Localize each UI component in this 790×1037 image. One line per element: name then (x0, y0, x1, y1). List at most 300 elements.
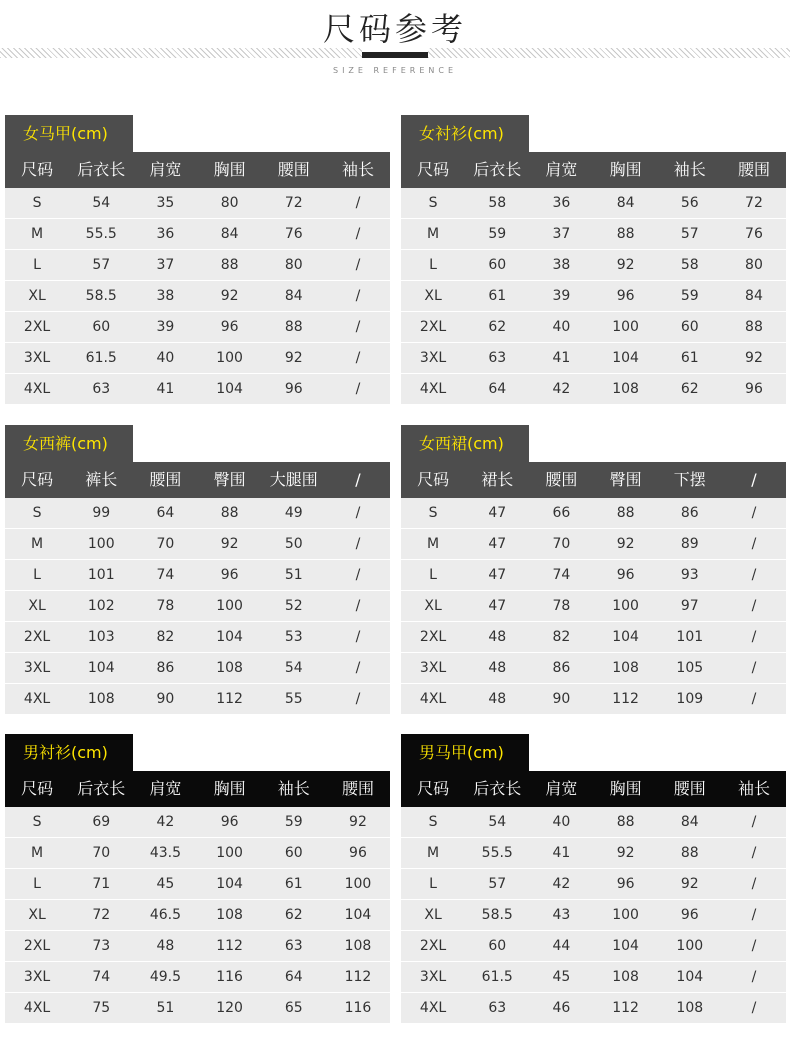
table-cell: 62 (284, 907, 303, 923)
table-row (401, 250, 786, 281)
table-cell: 88 (616, 505, 635, 521)
table-cell: 100 (344, 876, 372, 892)
table-cell: 78 (552, 598, 571, 614)
table-cell: 55 (284, 691, 303, 707)
table-cell: 47 (488, 536, 507, 552)
table-cell: 2XL (419, 938, 447, 954)
table-cell: 4XL (23, 381, 51, 397)
table-cell: 84 (220, 226, 239, 242)
table-cell: 58 (680, 257, 699, 273)
table-cell: 88 (284, 319, 303, 335)
table-row (5, 931, 390, 962)
table-cell: 92 (349, 814, 367, 830)
table-cell: 65 (284, 1000, 303, 1016)
table-row (401, 838, 786, 869)
size-grid (401, 771, 786, 1024)
table-cell: 84 (745, 288, 763, 304)
table-cell: 70 (92, 845, 111, 861)
table-header-row (401, 771, 786, 807)
table-cell: / (751, 691, 757, 707)
table-header-row (5, 152, 390, 188)
table-cell: 63 (92, 381, 111, 397)
table-cell: 61.5 (481, 969, 513, 985)
table-cell: 88 (680, 845, 699, 861)
column-header: / (751, 470, 757, 489)
column-header: 尺码 (21, 779, 54, 798)
column-header: 尺码 (21, 160, 54, 179)
table-title: 女西裙(cm) (401, 425, 529, 462)
table-cell: 112 (612, 691, 639, 707)
table-cell: 64 (284, 969, 303, 985)
table-cell: / (751, 814, 757, 830)
table-cell: 47 (488, 567, 507, 583)
table-cell: 55.5 (85, 226, 117, 242)
table-cell: 66 (552, 505, 571, 521)
table-row (5, 281, 390, 312)
column-header: 腰围 (341, 779, 374, 798)
table-cell: 92 (745, 350, 763, 366)
table-cell: 100 (612, 598, 639, 614)
table-cell: 60 (92, 319, 111, 335)
table-cell: 93 (680, 567, 699, 583)
column-header: 尺码 (417, 470, 450, 489)
table-row (5, 343, 390, 374)
table-cell: / (355, 660, 361, 676)
table-cell: 80 (284, 257, 303, 273)
table-cell: L (429, 567, 437, 583)
table-row (401, 219, 786, 250)
table-cell: 72 (92, 907, 111, 923)
table-cell: 104 (216, 876, 243, 892)
table-cell: M (31, 845, 44, 861)
table-cell: 100 (216, 350, 243, 366)
table-cell: L (429, 876, 437, 892)
table-cell: 54 (488, 814, 507, 830)
table-cell: / (355, 319, 361, 335)
column-header: 胸围 (609, 160, 642, 179)
table-cell: 41 (552, 845, 571, 861)
table-cell: 49.5 (149, 969, 182, 985)
column-header: 后衣长 (77, 779, 126, 798)
table-cell: S (32, 195, 42, 211)
table-cell: 48 (488, 629, 507, 645)
table-cell: 104 (612, 938, 639, 954)
table-title: 男衬衫(cm) (5, 734, 133, 771)
table-cell: 82 (552, 629, 571, 645)
table-cell: XL (28, 907, 46, 923)
table-cell: 92 (680, 876, 699, 892)
table-cell: 104 (216, 629, 243, 645)
table-row (5, 529, 390, 560)
table-cell: 103 (87, 629, 115, 645)
table-cell: 72 (284, 195, 303, 211)
table-row (401, 374, 786, 405)
table-cell: 57 (92, 257, 111, 273)
table-cell: 4XL (23, 1000, 51, 1016)
table-cell: S (428, 814, 438, 830)
table-cell: 76 (284, 226, 303, 242)
table-cell: 2XL (23, 629, 51, 645)
table-row (401, 312, 786, 343)
column-header: 肩宽 (545, 779, 578, 798)
table-cell: 96 (616, 876, 635, 892)
table-cell: 3XL (23, 350, 51, 366)
column-header: 肩宽 (149, 779, 182, 798)
table-cell: M (31, 536, 44, 552)
table-cell: 63 (488, 1000, 507, 1016)
table-cell: 50 (284, 536, 303, 552)
table-cell: 92 (220, 536, 239, 552)
table-row (5, 188, 390, 219)
table-cell: 63 (488, 350, 507, 366)
table-cell: 78 (156, 598, 175, 614)
table-cell: 69 (92, 814, 111, 830)
table-cell: 70 (156, 536, 175, 552)
table-cell: 108 (87, 691, 115, 707)
table-cell: 86 (680, 505, 699, 521)
table-cell: XL (424, 598, 442, 614)
table-cell: 80 (220, 195, 239, 211)
table-row (5, 869, 390, 900)
table-cell: 104 (344, 907, 372, 923)
table-cell: XL (424, 907, 442, 923)
table-cell: S (32, 505, 42, 521)
table-cell: 43.5 (149, 845, 182, 861)
table-cell: 56 (680, 195, 699, 211)
table-cell: 96 (616, 288, 635, 304)
table-title: 男马甲(cm) (401, 734, 529, 771)
table-row (401, 931, 786, 962)
table-row (5, 900, 390, 931)
table-cell: 48 (156, 938, 175, 954)
column-header: 裙长 (481, 470, 514, 489)
table-cell: 104 (612, 629, 639, 645)
table-cell: / (355, 691, 361, 707)
table-cell: 3XL (23, 969, 51, 985)
table-cell: 57 (680, 226, 699, 242)
table-cell: / (355, 567, 361, 583)
table-cell: 84 (616, 195, 635, 211)
column-header: 臀围 (609, 470, 642, 489)
table-cell: M (31, 226, 44, 242)
table-cell: 90 (156, 691, 175, 707)
column-header: 胸围 (213, 160, 246, 179)
size-grid (401, 462, 786, 715)
table-cell: / (751, 907, 757, 923)
column-header: 尺码 (21, 470, 54, 489)
table-cell: 104 (612, 350, 639, 366)
table-cell: 84 (284, 288, 303, 304)
table-cell: / (751, 938, 757, 954)
table-cell: 116 (216, 969, 243, 985)
column-header: 袖长 (341, 160, 374, 179)
table-cell: 62 (488, 319, 507, 335)
column-header: 腰围 (277, 160, 310, 179)
table-cell: 96 (680, 907, 699, 923)
table-cell: 88 (616, 814, 635, 830)
table-cell: 47 (488, 505, 507, 521)
table-cell: 80 (745, 257, 763, 273)
table-cell: 61 (488, 288, 507, 304)
table-cell: / (751, 629, 757, 645)
table-cell: 100 (216, 845, 243, 861)
table-row (5, 250, 390, 281)
table-cell: 59 (680, 288, 699, 304)
table-cell: 3XL (23, 660, 51, 676)
table-cell: 42 (552, 381, 571, 397)
table-row (401, 498, 786, 529)
table-cell: 4XL (419, 691, 447, 707)
table-cell: / (751, 876, 757, 892)
column-header: 尺码 (417, 160, 450, 179)
table-cell: 86 (552, 660, 571, 676)
table-cell: 96 (284, 381, 303, 397)
column-header: 大腿围 (269, 470, 318, 489)
column-header: 袖长 (277, 779, 310, 798)
column-header: 肩宽 (149, 160, 182, 179)
table-cell: 92 (616, 845, 635, 861)
table-cell: / (751, 536, 757, 552)
table-cell: 43 (552, 907, 571, 923)
table-cell: 96 (220, 567, 239, 583)
table-cell: 104 (216, 381, 243, 397)
table-row (5, 312, 390, 343)
table-cell: 88 (745, 319, 763, 335)
page-title: 尺码参考 (322, 10, 467, 48)
table-cell: 47 (488, 598, 507, 614)
table-cell: 46.5 (149, 907, 182, 923)
table-cell: 41 (156, 381, 175, 397)
table-cell: 3XL (419, 969, 447, 985)
table-header-row (5, 771, 390, 807)
table-cell: XL (424, 288, 442, 304)
table-cell: 60 (488, 938, 507, 954)
column-header: 腰围 (149, 470, 182, 489)
table-cell: 92 (220, 288, 239, 304)
table-row (5, 622, 390, 653)
table-row (401, 281, 786, 312)
table-cell: 2XL (23, 938, 51, 954)
table-title: 女马甲(cm) (5, 115, 133, 152)
table-cell: 38 (552, 257, 571, 273)
column-header: 裤长 (85, 470, 118, 489)
table-cell: 73 (92, 938, 111, 954)
table-row (5, 684, 390, 715)
table-cell: / (355, 288, 361, 304)
table-cell: / (355, 598, 361, 614)
table-header-row (401, 462, 786, 498)
column-header: 下摆 (673, 470, 706, 489)
table-cell: 70 (552, 536, 571, 552)
table-cell: / (355, 629, 361, 645)
table-cell: 104 (87, 660, 115, 676)
table-cell: 60 (680, 319, 699, 335)
table-cell: 108 (344, 938, 372, 954)
page-subtitle: SIZE REFERENCE (332, 66, 458, 75)
table-cell: 63 (284, 938, 303, 954)
table-row (401, 188, 786, 219)
table-cell: 96 (616, 567, 635, 583)
table-row (401, 560, 786, 591)
table-cell: 60 (284, 845, 303, 861)
column-header: 后衣长 (77, 160, 126, 179)
table-cell: 61 (680, 350, 699, 366)
table-cell: 45 (156, 876, 175, 892)
table-cell: 75 (92, 1000, 111, 1016)
table-cell: M (427, 845, 440, 861)
table-cell: 88 (616, 226, 635, 242)
table-cell: / (355, 505, 361, 521)
table-cell: 54 (92, 195, 111, 211)
table-cell: 59 (488, 226, 507, 242)
table-cell: L (33, 876, 41, 892)
table-row (5, 560, 390, 591)
table-cell: 46 (552, 1000, 571, 1016)
table-cell: 97 (680, 598, 699, 614)
column-header: 胸围 (609, 779, 642, 798)
column-header: / (355, 470, 361, 489)
table-cell: 108 (612, 381, 639, 397)
table-title: 女衬衫(cm) (401, 115, 529, 152)
table-row (5, 374, 390, 405)
column-header: 袖长 (673, 160, 706, 179)
table-cell: 100 (216, 598, 243, 614)
table-cell: M (427, 226, 440, 242)
table-row (401, 684, 786, 715)
table-row (401, 343, 786, 374)
table-cell: / (355, 350, 361, 366)
table-cell: 64 (156, 505, 175, 521)
table-cell: 101 (676, 629, 704, 645)
table-cell: 102 (87, 598, 115, 614)
table-cell: 42 (156, 814, 175, 830)
table-cell: 37 (156, 257, 175, 273)
table-cell: L (429, 257, 437, 273)
table-cell: 44 (552, 938, 571, 954)
table-cell: 120 (216, 1000, 243, 1016)
table-cell: 41 (552, 350, 571, 366)
table-row (5, 838, 390, 869)
table-cell: 92 (284, 350, 303, 366)
table-cell: XL (28, 288, 46, 304)
table-cell: 116 (344, 1000, 372, 1016)
column-header: 臀围 (213, 470, 246, 489)
table-cell: 92 (616, 536, 635, 552)
table-cell: 58.5 (85, 288, 117, 304)
table-cell: 54 (284, 660, 303, 676)
table-cell: 2XL (23, 319, 51, 335)
table-row (5, 498, 390, 529)
table-cell: 39 (156, 319, 175, 335)
page-header (0, 0, 790, 90)
table-cell: 40 (552, 319, 571, 335)
table-cell: 74 (156, 567, 175, 583)
table-header-row (5, 462, 390, 498)
table-cell: / (355, 226, 361, 242)
table-cell: 96 (220, 814, 239, 830)
table-cell: 4XL (23, 691, 51, 707)
table-cell: 2XL (419, 319, 447, 335)
table-cell: 51 (156, 1000, 175, 1016)
table-cell: 108 (676, 1000, 704, 1016)
table-cell: 64 (488, 381, 507, 397)
table-cell: 61.5 (85, 350, 117, 366)
size-grid (5, 462, 390, 715)
table-cell: 112 (344, 969, 372, 985)
table-cell: 89 (680, 536, 699, 552)
table-cell: 36 (552, 195, 571, 211)
table-cell: 3XL (419, 350, 447, 366)
column-header: 腰围 (673, 779, 706, 798)
table-row (5, 807, 390, 838)
table-row (401, 591, 786, 622)
table-row (401, 653, 786, 684)
table-cell: 2XL (419, 629, 447, 645)
table-cell: / (751, 660, 757, 676)
table-cell: 53 (284, 629, 303, 645)
table-cell: 108 (612, 660, 639, 676)
table-cell: 72 (745, 195, 763, 211)
table-cell: 60 (488, 257, 507, 273)
table-cell: 58.5 (481, 907, 513, 923)
table-cell: 61 (284, 876, 303, 892)
table-cell: 39 (552, 288, 571, 304)
column-header: 后衣长 (473, 779, 522, 798)
table-cell: / (751, 598, 757, 614)
table-row (401, 993, 786, 1024)
table-cell: 74 (92, 969, 111, 985)
table-row (401, 622, 786, 653)
table-cell: / (751, 1000, 757, 1016)
table-cell: 82 (156, 629, 175, 645)
table-row (401, 529, 786, 560)
table-cell: / (751, 845, 757, 861)
table-cell: L (33, 567, 41, 583)
table-cell: 101 (87, 567, 115, 583)
table-cell: 49 (284, 505, 303, 521)
table-cell: 51 (284, 567, 303, 583)
table-cell: 4XL (419, 381, 447, 397)
table-row (401, 962, 786, 993)
table-cell: 42 (552, 876, 571, 892)
table-cell: / (355, 381, 361, 397)
table-cell: 45 (552, 969, 571, 985)
table-cell: 100 (612, 907, 639, 923)
column-header: 尺码 (417, 779, 450, 798)
table-cell: 108 (216, 907, 243, 923)
table-cell: 109 (676, 691, 704, 707)
table-cell: S (32, 814, 42, 830)
table-cell: 57 (488, 876, 507, 892)
table-cell: 84 (680, 814, 699, 830)
table-cell: 59 (284, 814, 303, 830)
table-cell: 96 (745, 381, 763, 397)
table-cell: XL (28, 598, 46, 614)
column-header: 后衣长 (473, 160, 522, 179)
table-cell: 104 (676, 969, 704, 985)
table-cell: 55.5 (481, 845, 513, 861)
table-cell: 40 (552, 814, 571, 830)
table-row (5, 219, 390, 250)
table-cell: 62 (680, 381, 699, 397)
table-cell: 108 (216, 660, 243, 676)
table-cell: 40 (156, 350, 175, 366)
table-cell: 4XL (419, 1000, 447, 1016)
table-cell: 58 (488, 195, 507, 211)
table-cell: 100 (87, 536, 115, 552)
table-cell: / (751, 505, 757, 521)
table-cell: S (428, 195, 438, 211)
